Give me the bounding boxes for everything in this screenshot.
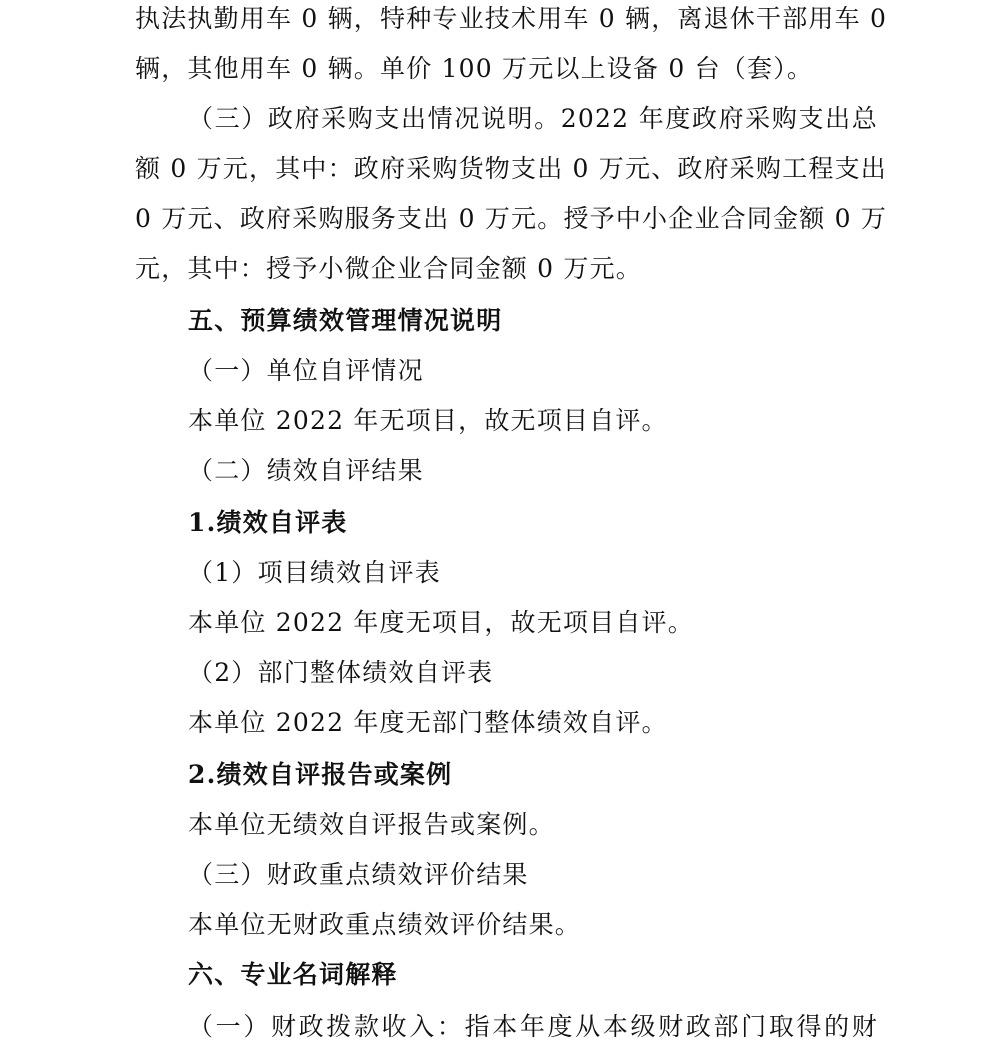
subsection-heading: （1）项目绩效自评表	[188, 558, 441, 587]
body-text-line: 本单位 2022 年无项目，故无项目自评。	[188, 406, 668, 435]
section-heading: 六、专业名词解释	[188, 960, 398, 989]
body-text-line: 执法执勤用车 0 辆，特种专业技术用车 0 辆，离退休干部用车 0	[135, 4, 888, 33]
section-subheading: （三）政府采购支出情况说明。2022 年度政府采购支出总	[188, 104, 878, 133]
body-text-line: （一）财政拨款收入：指本年度从本级财政部门取得的财	[188, 1012, 878, 1041]
body-text-line: 本单位 2022 年度无部门整体绩效自评。	[188, 708, 668, 737]
body-text-line: 本单位无财政重点绩效评价结果。	[188, 910, 582, 939]
body-text-line: 0 万元、政府采购服务支出 0 万元。授予中小企业合同金额 0 万	[135, 204, 888, 233]
body-text-line: 辆，其他用车 0 辆。单价 100 万元以上设备 0 台（套）。	[135, 54, 814, 83]
numbered-heading: 2.绩效自评报告或案例	[188, 760, 453, 789]
body-text-line: 元，其中：授予小微企业合同金额 0 万元。	[135, 254, 643, 283]
subsection-heading: （一）单位自评情况	[188, 356, 424, 385]
subsection-heading: （三）财政重点绩效评价结果	[188, 860, 529, 889]
subsection-heading: （2）部门整体绩效自评表	[188, 658, 494, 687]
body-text-line: 本单位无绩效自评报告或案例。	[188, 810, 555, 839]
section-heading: 五、预算绩效管理情况说明	[188, 306, 503, 335]
numbered-heading: 1.绩效自评表	[188, 508, 348, 537]
subsection-heading: （二）绩效自评结果	[188, 456, 424, 485]
body-text-line: 本单位 2022 年度无项目，故无项目自评。	[188, 608, 694, 637]
body-text-line: 额 0 万元，其中：政府采购货物支出 0 万元、政府采购工程支出	[135, 154, 888, 183]
